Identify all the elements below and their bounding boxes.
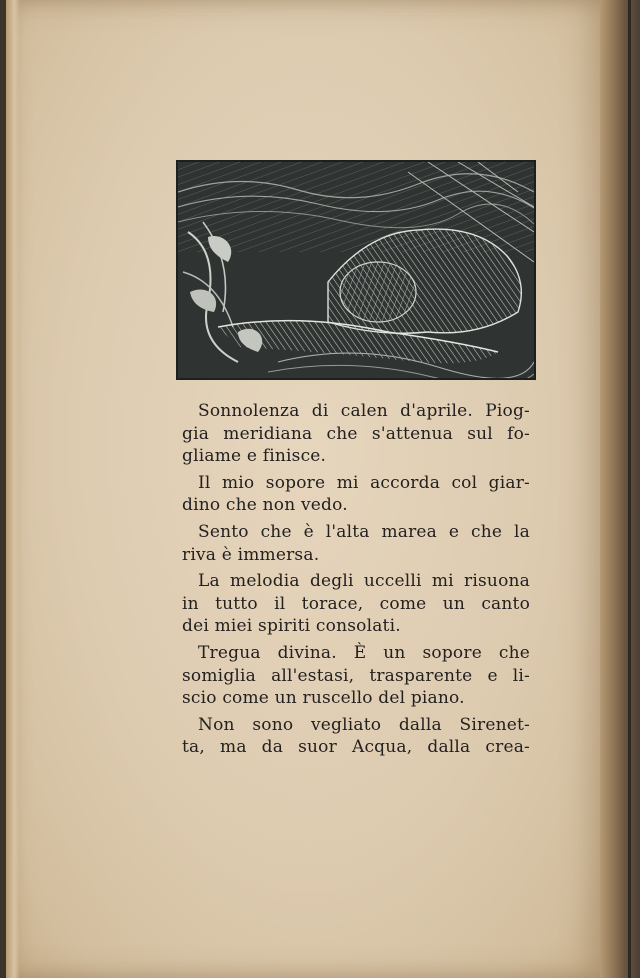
text-line: ta, ma da suor Acqua, dalla crea- (182, 737, 530, 758)
paragraph (182, 521, 530, 566)
paragraph (182, 714, 530, 759)
text-line: La melodia degli uccelli mi risuona (198, 571, 530, 592)
text-line: dino che non vedo. (182, 495, 348, 516)
text-line: scio come un ruscello del piano. (182, 688, 465, 709)
text-line: Non sono vegliato dalla Sirenet- (198, 714, 530, 735)
paragraph (182, 642, 530, 710)
paragraph (182, 570, 530, 638)
book-spine-shadow (628, 0, 631, 978)
book-gutter (600, 0, 640, 978)
page-edge (6, 0, 20, 978)
paragraph (182, 400, 530, 468)
woodcut-image (178, 162, 534, 378)
text-line: riva è immersa. (182, 544, 320, 565)
text-line: dei miei spiriti consolati. (182, 616, 401, 637)
paragraph (182, 472, 530, 517)
text-line: gia meridiana che s'attenua sul fo- (182, 423, 530, 444)
text-line: Sento che è l'alta marea e che la (198, 521, 530, 542)
text-line: in tutto il torace, come un canto (182, 593, 530, 614)
text-line: Il mio sopore mi accorda col giar- (198, 472, 530, 493)
woodcut-illustration (176, 160, 536, 380)
text-line: gliame e finisce. (182, 446, 327, 467)
body-text (182, 400, 530, 763)
text-line: Tregua divina. È un sopore che (198, 642, 530, 663)
text-line: Sonnolenza di calen d'aprile. Piog- (198, 401, 530, 421)
text-line: somiglia all'estasi, trasparente e li- (182, 665, 530, 686)
